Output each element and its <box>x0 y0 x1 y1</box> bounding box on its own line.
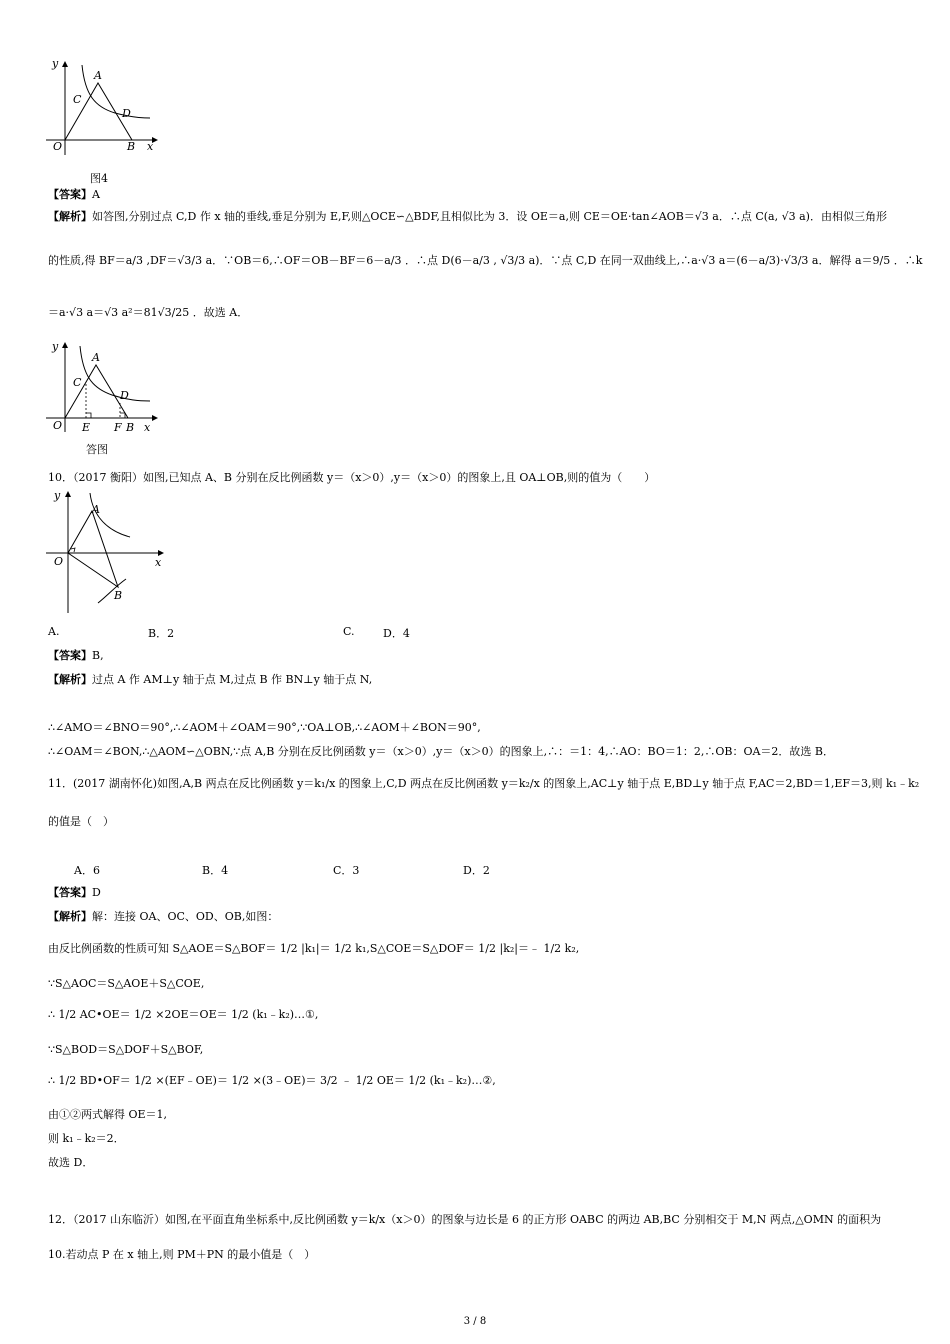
figure-4 <box>40 55 170 165</box>
ans-fig-label-f: F <box>114 421 122 434</box>
q11-stem-line1: 11．(2017 湖南怀化)如图,A,B 两点在反比例函数 y＝k₁/x 的图象上,C,D 两点在反比例函数 y＝k₂/x 的图象上,AC⊥y 轴于点 E,BD⊥y 轴于点 F,AC＝2,BD＝1,EF＝3,则 k₁﹣k₂ <box>48 777 920 790</box>
q10-fig-label-o: O <box>54 555 64 568</box>
q9-analysis-line2: 的性质,得 BF＝a/3 ,DF＝√3/3 a．∵OB＝6,∴OF＝OB－BF＝6－a/3 ．∴点 D(6－a/3 , √3/3 a)．∵点 C,D 在同一双曲线上,∴a·√3 a＝(6－a/3)·√3/3 a．解得 a＝9/5 ．∴k <box>48 254 923 267</box>
q11-option-c: C．3 <box>333 864 360 877</box>
q9-analysis-line1 <box>48 210 887 224</box>
q10-option-b: B．2 <box>148 627 175 640</box>
q11-step-8: 则 k₁﹣k₂＝2． <box>48 1132 125 1145</box>
q10-option-a: A. <box>48 625 60 638</box>
q10-analysis-text1: 过点 A 作 AM⊥y 轴于点 M,过点 B 作 BN⊥y 轴于点 N, <box>92 673 373 686</box>
q11-stem-line2: 的值是（ ） <box>48 815 114 828</box>
q11-step-9: 故选 D． <box>48 1156 94 1169</box>
q11-answer-tag: 【答案】 <box>48 886 92 899</box>
q11-step-1: 解：连接 OA、OC、OD、OB,如图： <box>92 910 279 923</box>
answer-figure-caption: 答图 <box>86 443 108 456</box>
fig4-label-b: B <box>127 140 136 153</box>
q10-analysis-line2: ∴∠AMO＝∠BNO＝90°,∴∠AOM＋∠OAM＝90°,∵OA⊥OB,∴∠AOM＋∠BON＝90°, <box>48 721 481 734</box>
q10-option-c: C. <box>343 625 355 638</box>
answer-figure <box>40 340 170 440</box>
q10-analysis-line3: ∴∠OAM＝∠BON,∴△AOM∽△OBN,∵点 A,B 分别在反比例函数 y＝（x＞0）,y＝（x＞0）的图象上,∴：＝1：4,∴AO：BO＝1：2,∴OB：OA＝2．故选 B． <box>48 745 834 758</box>
q10-fig-label-x: x <box>155 556 162 569</box>
page-number: 3 / 8 <box>463 1316 487 1327</box>
q10-analysis-tag: 【解析】 <box>48 673 92 686</box>
q11-answer-row <box>48 886 101 900</box>
q11-option-a: A．6 <box>74 864 100 877</box>
q10-answer-tag: 【答案】 <box>48 649 92 662</box>
q11-option-b: B．4 <box>202 864 229 877</box>
q9-answer-row <box>48 188 100 202</box>
ans-fig-label-e: E <box>82 421 91 434</box>
q10-figure <box>40 487 170 617</box>
ans-fig-label-o: O <box>53 419 63 432</box>
q12-stem-line2: 10.若动点 P 在 x 轴上,则 PM＋PN 的最小值是（ ） <box>48 1248 316 1261</box>
q10-fig-label-y: y <box>54 489 61 502</box>
fig4-caption: 图4 <box>90 172 108 185</box>
q10-option-d: D．4 <box>383 627 410 640</box>
q9-answer-tag: 【答案】 <box>48 188 92 201</box>
q10-analysis-line1 <box>48 673 372 687</box>
fig4-label-o: O <box>53 140 63 153</box>
ans-fig-label-a: A <box>92 351 100 364</box>
q10-fig-label-b: B <box>114 589 123 602</box>
ans-fig-label-d: D <box>120 389 129 402</box>
ans-fig-label-c: C <box>73 376 82 389</box>
ans-fig-label-b: B <box>126 421 135 434</box>
q11-option-d: D．2 <box>463 864 490 877</box>
q12-stem-line1: 12．（2017 山东临沂）如图,在平面直角坐标系中,反比例函数 y＝k/x（x＞0）的图象与边长是 6 的正方形 OABC 的两边 AB,BC 分别相交于 M,N 两点,△OMN 的面积为 <box>48 1213 882 1226</box>
q11-step-3: ∵S△AOC＝S△AOE＋S△COE, <box>48 977 205 990</box>
fig4-label-d: D <box>122 107 131 120</box>
fig4-label-x: x <box>147 140 154 153</box>
q10-fig-label-a: A <box>92 503 100 516</box>
q11-analysis-tag: 【解析】 <box>48 910 92 923</box>
q10-stem: 10．（2017 衡阳）如图,已知点 A、B 分别在反比例函数 y＝（x＞0）,y＝（x＞0）的图象上,且 OA⊥OB,则的值为（ ） <box>48 471 656 484</box>
ans-fig-label-y: y <box>52 340 59 353</box>
fig4-label-a: A <box>94 69 102 82</box>
q11-analysis-line1 <box>48 910 278 924</box>
q11-step-7: 由①②两式解得 OE＝1, <box>48 1108 168 1121</box>
q11-step-4: ∴ 1/2 AC•OE＝ 1/2 ×2OE＝OE＝ 1/2 (k₁﹣k₂)…①, <box>48 1008 319 1021</box>
q11-step-2: 由反比例函数的性质可知 S△AOE＝S△BOF＝ 1/2 |k₁|＝ 1/2 k₁,S△COE＝S△DOF＝ 1/2 |k₂|＝﹣ 1/2 k₂, <box>48 942 580 955</box>
q11-answer: D <box>92 886 101 899</box>
fig4-label-y: y <box>52 57 59 70</box>
q10-answer: B, <box>92 649 104 662</box>
q9-analysis-line3: ＝a·√3 a＝√3 a²＝81√3/25 ．故选 A． <box>48 306 249 319</box>
fig4-label-c: C <box>73 93 82 106</box>
q10-answer-row <box>48 649 104 663</box>
q9-analysis-text1: 如答图,分别过点 C,D 作 x 轴的垂线,垂足分别为 E,F,则△OCE∽△BDF,且相似比为 3．设 OE＝a,则 CE＝OE·tan∠AOB＝√3 a．∴点 C(a, √3 a)．由相似三角形 <box>92 210 887 223</box>
q11-step-5: ∵S△BOD＝S△DOF＋S△BOF, <box>48 1043 204 1056</box>
q9-analysis-tag: 【解析】 <box>48 210 92 223</box>
q9-answer: A <box>92 188 100 201</box>
q11-step-6: ∴ 1/2 BD•OF＝ 1/2 ×(EF﹣OE)＝ 1/2 ×(3﹣OE)＝ 3/2 ﹣ 1/2 OE＝ 1/2 (k₁﹣k₂)…②, <box>48 1074 496 1087</box>
ans-fig-label-x: x <box>144 421 151 434</box>
